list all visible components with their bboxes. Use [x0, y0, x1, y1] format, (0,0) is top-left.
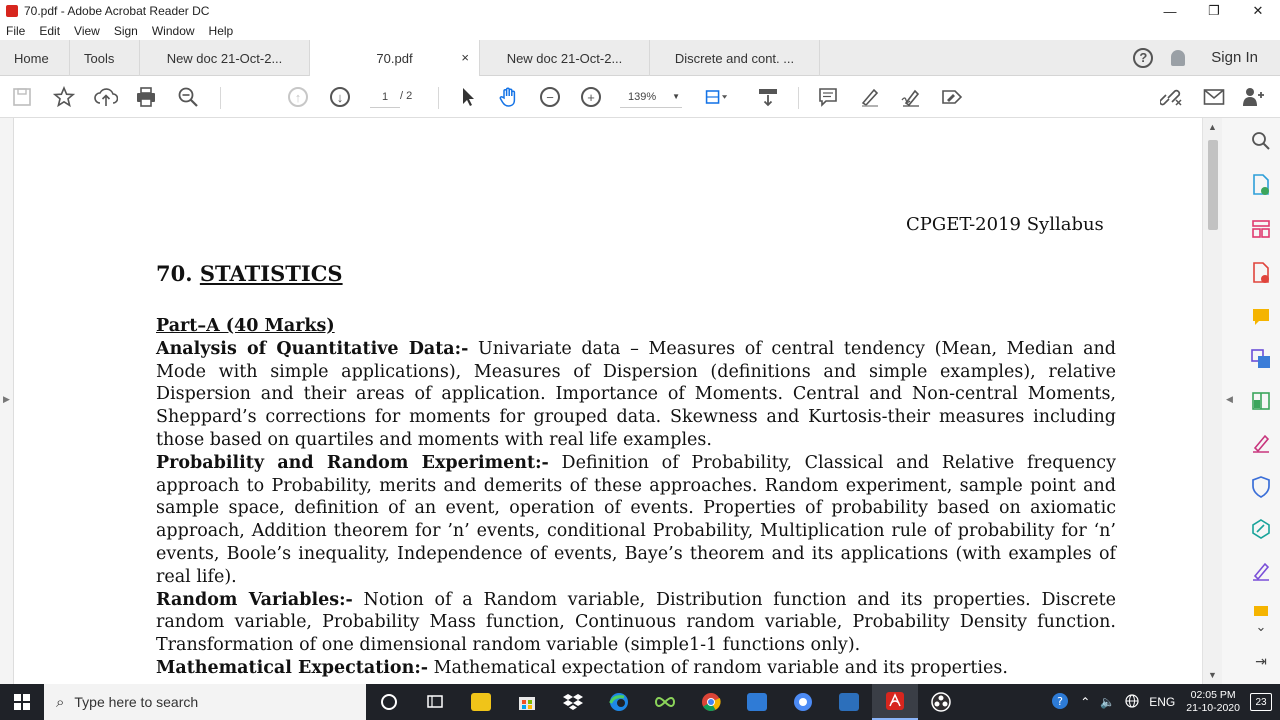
windows-taskbar [0, 684, 1280, 720]
tab-label: Discrete and cont. ... [674, 50, 795, 66]
taskbar-search[interactable] [44, 684, 366, 720]
section-paragraph [156, 589, 1116, 657]
title-bar [0, 0, 1280, 22]
bookmark-star-icon[interactable] [52, 85, 76, 109]
input-language[interactable]: ENG [1149, 695, 1176, 709]
organize-pages-icon[interactable] [1250, 218, 1272, 240]
chevron-up-icon[interactable]: ⌃ [1080, 695, 1091, 709]
scroll-down-icon[interactable]: ▼ [1208, 670, 1217, 680]
tab-label: New doc 21-Oct-2... [506, 50, 623, 66]
zoom-value: 139% [628, 90, 657, 103]
chevron-down-icon: ▼ [672, 92, 681, 101]
export-pdf-icon[interactable] [1250, 174, 1272, 196]
dropbox-icon[interactable] [550, 684, 596, 720]
next-page-icon[interactable]: ↓ [330, 87, 350, 107]
cloud-upload-icon[interactable] [94, 85, 118, 109]
menu-view[interactable]: View [74, 24, 100, 38]
notification-bell-icon[interactable] [1171, 50, 1185, 66]
section-text: Univariate data – Measures of central tendency (Mean, Median and Mode with simple applications), Measures of Dispersion (definitions and simple examples), relative Dispersion and their areas of application. Importance of Moments. Central and Non-central Moments, Sheppard’s corrections for moments for grouped data. Skewness and Kurtosis-their measures including those based on quartiles and moments with real life examples. [156, 338, 1116, 450]
tab-document-4[interactable] [650, 40, 820, 76]
task-view-icon[interactable] [412, 684, 458, 720]
combine-files-icon[interactable] [1250, 348, 1272, 370]
tab-document-1[interactable] [140, 40, 310, 76]
tab-home[interactable]: Home [0, 40, 70, 76]
menu-sign[interactable]: Sign [113, 24, 138, 38]
print-icon[interactable] [134, 85, 158, 109]
tab-document-3[interactable] [480, 40, 650, 76]
mail-icon[interactable] [734, 684, 780, 720]
menu-edit[interactable]: Edit [39, 24, 61, 38]
sign-pen-icon[interactable] [1250, 560, 1272, 582]
toolbar-separator [438, 87, 439, 109]
section-text: Definition of Probability, Classical and Relative frequency approach to Probability, merits and demerits of these approaches. Random experiment, sample point and sample space, definition of an event, operation of events. Properties of probability based on axiomatic approach, Addition theorem for ’n’ events, conditional Probability, Multiplication rule of probability for ‘n’ events, Boole’s inequality, Independence of events, Baye’s theorem and its applications (with examples of real life). [156, 452, 1116, 587]
tab-bar [0, 40, 1280, 76]
scroll-tools-down-icon[interactable]: ⌄ [1255, 619, 1267, 634]
acrobat-app-icon [6, 5, 18, 17]
collapse-panel-icon[interactable]: ◀ [1226, 394, 1233, 404]
protect-shield-icon[interactable] [1250, 476, 1272, 498]
windows-logo-icon [14, 694, 30, 710]
maximize-button[interactable]: ❐ [1208, 3, 1220, 18]
comment-icon[interactable] [816, 85, 840, 109]
file-explorer-icon[interactable] [458, 684, 504, 720]
minimize-button[interactable]: — [1163, 3, 1177, 19]
document-body [156, 315, 1116, 680]
comment-tool-icon[interactable] [1250, 306, 1272, 328]
navigation-pane-collapsed[interactable] [0, 118, 14, 684]
expand-panel-icon[interactable]: ▶ [3, 394, 10, 404]
zoom-out-icon[interactable]: − [540, 87, 560, 107]
scroll-mode-icon[interactable] [756, 85, 780, 109]
collapse-right-pane-icon[interactable]: ⇥ [1255, 652, 1267, 669]
section-text: Mathematical expectation of random variable and its properties. [428, 657, 1008, 678]
chrome-browser-icon[interactable] [688, 684, 734, 720]
document-header: CPGET-2019 Syllabus [906, 214, 1104, 235]
search-placeholder: Type here to search [74, 694, 199, 710]
infinity-app-icon[interactable] [642, 684, 688, 720]
menu-file[interactable]: File [6, 24, 26, 38]
toolbar [0, 76, 1280, 118]
volume-icon[interactable]: 🔈 [1100, 695, 1116, 709]
tab-close-icon[interactable]: × [461, 50, 469, 65]
section-paragraph [156, 338, 1116, 452]
edge-browser-icon[interactable] [596, 684, 642, 720]
start-button[interactable] [0, 684, 44, 720]
hand-tool-icon[interactable] [497, 85, 521, 109]
system-clock[interactable] [1186, 689, 1240, 715]
search-tool-icon[interactable] [1250, 130, 1272, 152]
section-title: Analysis of Quantitative Data:- [156, 338, 469, 359]
section-title: Random Variables:- [156, 589, 353, 610]
toolbar-separator [220, 87, 221, 109]
svg-text:?: ? [1057, 694, 1064, 708]
tab-document-active[interactable] [310, 40, 480, 76]
fill-sign-icon[interactable] [1250, 432, 1272, 454]
cortana-icon[interactable] [366, 684, 412, 720]
photos-app-icon[interactable] [826, 684, 872, 720]
draw-sign-icon[interactable] [899, 85, 923, 109]
attach-link-icon[interactable] [1160, 85, 1184, 109]
select-cursor-icon[interactable] [456, 85, 480, 109]
help-icon[interactable]: ? [1133, 48, 1153, 68]
document-heading [156, 261, 343, 286]
page-total: / 2 [400, 90, 413, 102]
scroll-up-icon[interactable]: ▲ [1208, 122, 1217, 132]
clock-time: 02:05 PM [1190, 689, 1236, 701]
part-heading: Part–A (40 Marks) [156, 316, 335, 336]
scrollbar-thumb[interactable] [1208, 140, 1218, 230]
obs-recorder-icon[interactable] [918, 684, 964, 720]
system-tray [1045, 684, 1280, 720]
previous-page-icon[interactable]: ↑ [288, 87, 308, 107]
sign-in-button[interactable]: Sign In [1211, 49, 1258, 66]
tab-label: 70.pdf [376, 50, 413, 66]
save-icon[interactable] [10, 85, 34, 109]
page-number-input[interactable]: 1 [370, 86, 400, 108]
store-icon[interactable] [504, 684, 550, 720]
section-text: Notion of a Random variable, Distribution function and its properties. Discrete random variable, Probability Mass function, Continuous random variable, Probability Density function. Transformation of one dimensional random variable (simple1-1 functions only). [156, 589, 1116, 656]
tools-pane [1222, 118, 1280, 684]
zoom-in-icon[interactable]: + [581, 87, 601, 107]
section-paragraph [156, 657, 1116, 680]
search-icon: ⌕ [56, 693, 65, 711]
toolbar-separator [798, 87, 799, 109]
tab-tools[interactable]: Tools [70, 40, 140, 76]
send-for-signature-icon[interactable] [1250, 518, 1272, 540]
window-title: 70.pdf - Adobe Acrobat Reader DC [24, 4, 210, 18]
create-pdf-icon[interactable] [1250, 262, 1272, 284]
section-paragraph [156, 452, 1116, 589]
edit-tag-icon[interactable] [940, 85, 964, 109]
section-title: Probability and Random Experiment:- [156, 452, 549, 473]
heading-title: STATISTICS [199, 261, 343, 286]
tab-label: New doc 21-Oct-2... [166, 50, 283, 66]
menu-help[interactable]: Help [208, 24, 234, 38]
network-globe-icon[interactable] [1125, 694, 1139, 711]
help-tray-icon[interactable] [1050, 691, 1070, 714]
menu-bar [0, 22, 1280, 40]
close-window-button[interactable]: ✕ [1252, 3, 1264, 18]
zoom-search-icon[interactable] [176, 85, 200, 109]
heading-number: 70. [156, 261, 200, 286]
fit-page-icon[interactable] [704, 85, 728, 109]
highlight-pen-icon[interactable] [858, 85, 882, 109]
vertical-scrollbar[interactable] [1202, 118, 1222, 684]
google-icon[interactable] [780, 684, 826, 720]
email-icon[interactable] [1202, 85, 1226, 109]
section-title: Mathematical Expectation:- [156, 657, 429, 678]
menu-window[interactable]: Window [151, 24, 195, 38]
compare-files-icon[interactable] [1250, 390, 1272, 412]
notifications-badge[interactable]: 23 [1250, 693, 1272, 711]
share-user-icon[interactable] [1242, 85, 1266, 109]
acrobat-reader-taskbar-icon[interactable] [872, 684, 918, 720]
document-view[interactable] [14, 118, 1202, 684]
zoom-level-select[interactable] [620, 86, 682, 108]
clock-date: 21-10-2020 [1186, 702, 1240, 714]
